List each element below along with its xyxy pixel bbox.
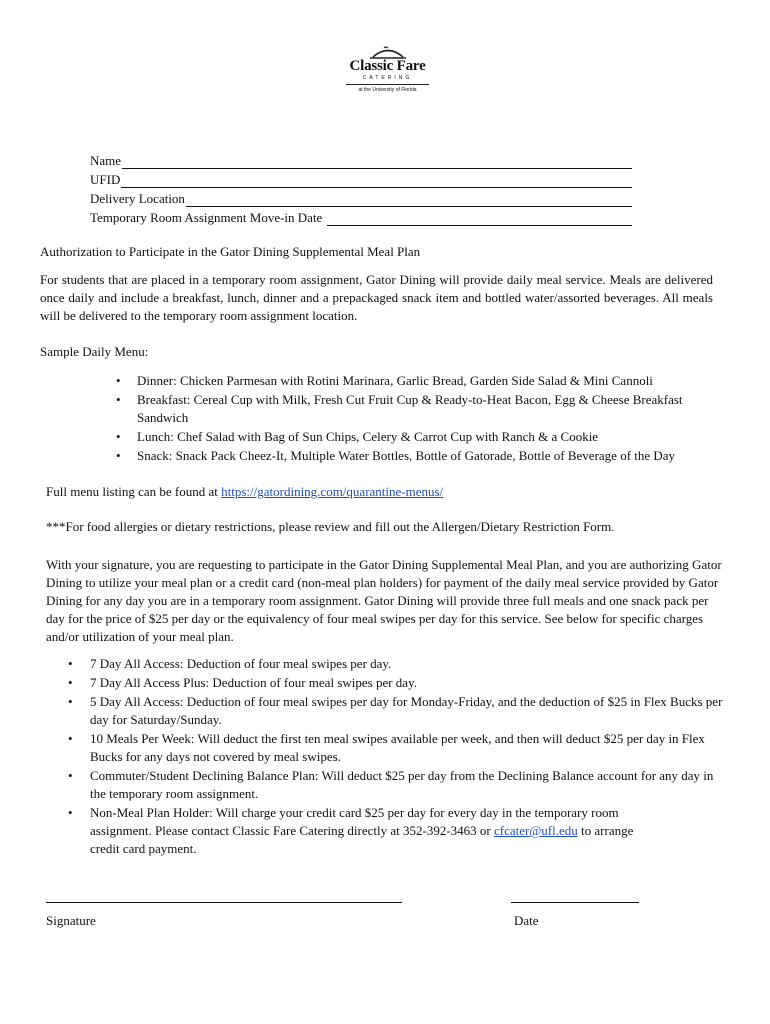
menu-item: • Snack: Snack Pack Cheez-It, Multiple Water Bottles, Bottle of Gatorade, Bottle of Beverage of the Day xyxy=(116,447,726,465)
meal-plan-list xyxy=(68,655,728,859)
logo-tagline: at the University of Florida xyxy=(358,87,417,93)
plan-item: • 5 Day All Access: Deduction of four meal swipes per day for Monday-Friday, and the deduction of $25 in Flex Bucks per day for Saturday/Sunday. xyxy=(68,693,728,729)
full-menu-link[interactable]: https://gatordining.com/quarantine-menus/ xyxy=(221,484,444,499)
plan-item: • 7 Day All Access: Deduction of four meal swipes per day. xyxy=(68,655,728,673)
move-in-date-line[interactable] xyxy=(327,211,632,226)
delivery-location-line[interactable] xyxy=(186,192,632,207)
move-in-date-label: Temporary Room Assignment Move-in Date xyxy=(90,210,326,225)
menu-item: • Dinner: Chicken Parmesan with Rotini Marinara, Garlic Bread, Garden Side Salad & Mini Cannoli xyxy=(116,372,726,390)
delivery-location-field[interactable] xyxy=(90,188,632,207)
logo-rule xyxy=(346,84,429,85)
plan-item: • 7 Day All Access Plus: Deduction of four meal swipes per day. xyxy=(68,674,728,692)
ufid-field[interactable] xyxy=(90,169,632,188)
logo-brand: Classic Fare xyxy=(349,58,426,74)
allergy-note: ***For food allergies or dietary restrictions, please review and fill out the Allergen/Dietary Restriction Form. xyxy=(46,519,615,534)
full-menu-text: Full menu listing can be found at xyxy=(46,484,222,499)
classic-fare-logo xyxy=(340,46,435,110)
logo-subtitle: CATERING xyxy=(362,75,413,81)
signature-paragraph: With your signature, you are requesting to participate in the Gator Dining Supplemental Meal Plan, and you are authorizing Gator Dining to utilize your meal plan or a credit card (non-meal plan holders) for payment of the daily meal service provided by Gator Dining for any day you are in a temporary room assignment. Gator Dining will provide three full meals and one snack pack per day for the price of $25 per day or the equivalency of four meal swipes per day for this service. See below for specific charges and/or utilization of your meal plan. xyxy=(46,557,722,644)
sample-menu-title: Sample Daily Menu: xyxy=(40,344,149,359)
name-line[interactable] xyxy=(122,154,632,169)
plan-item-nonmeal xyxy=(68,804,728,858)
ufid-line[interactable] xyxy=(121,173,632,188)
nonmeal-line2: assignment. Please contact Classic Fare Catering directly at 352-392-3463 or xyxy=(90,823,494,838)
nonmeal-line1: Non-Meal Plan Holder: Will charge your credit card $25 per day for every day in the temporary room xyxy=(90,805,619,820)
plan-item: • Commuter/Student Declining Balance Plan: Will deduct $25 per day from the Declining Balance account for any day in the temporary room assignment. xyxy=(68,767,728,803)
name-label: Name xyxy=(90,153,122,168)
name-field[interactable] xyxy=(90,150,632,169)
intro-paragraph: For students that are placed in a temporary room assignment, Gator Dining will provide daily meal service. Meals are delivered once daily and include a breakfast, lunch, dinner and a prepackaged snack item and bottled water/assorted beverages. All meals will be delivered to the temporary room assignment location. xyxy=(40,272,713,323)
full-menu-line xyxy=(46,484,443,500)
menu-item: • Lunch: Chef Salad with Bag of Sun Chips, Celery & Carrot Cup with Ranch & a Cookie xyxy=(116,428,726,446)
ufid-label: UFID xyxy=(90,172,121,187)
nonmeal-line2-end: to arrange xyxy=(577,823,634,838)
sample-menu-list xyxy=(116,372,726,466)
signature-label: Signature xyxy=(46,913,96,928)
delivery-location-label: Delivery Location xyxy=(90,191,185,206)
date-label: Date xyxy=(514,913,539,928)
plan-item: • 10 Meals Per Week: Will deduct the first ten meal swipes available per week, and then will deduct $25 per day in Flex Bucks for any days not covered by meal swipes. xyxy=(68,730,728,766)
email-link[interactable]: cfcater@ufl.edu xyxy=(493,823,578,838)
move-in-date-field[interactable] xyxy=(90,207,632,226)
form-fields xyxy=(90,150,632,226)
menu-item: • Breakfast: Cereal Cup with Milk, Fresh Cut Fruit Cup & Ready-to-Heat Bacon, Egg & Cheese Breakfast Sandwich xyxy=(116,391,726,427)
date-line[interactable] xyxy=(511,902,639,903)
signature-line[interactable] xyxy=(46,902,402,903)
nonmeal-line3: credit card payment. xyxy=(90,841,197,856)
authorization-heading: Authorization to Participate in the Gator Dining Supplemental Meal Plan xyxy=(40,244,421,259)
